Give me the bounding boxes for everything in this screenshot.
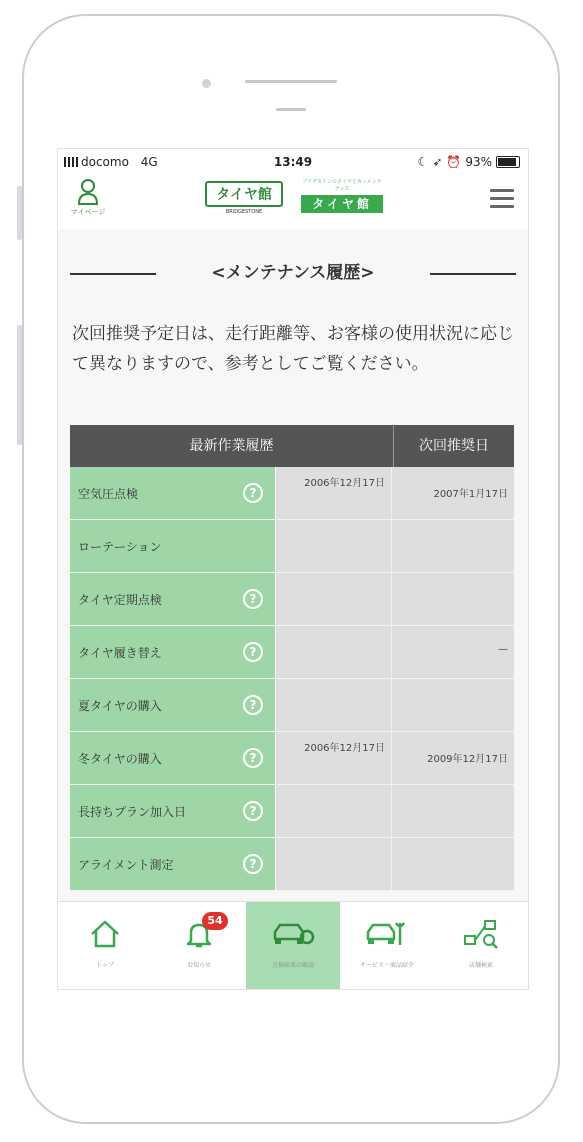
tab-label: サービス・商品紹介: [359, 962, 414, 969]
row-next-date: [392, 679, 514, 731]
row-name: [70, 520, 276, 572]
row-last-date: [276, 679, 392, 731]
row-name-text: 冬タイヤの購入: [78, 751, 162, 766]
tab-inspection-results[interactable]: [246, 902, 340, 990]
row-next-date: [392, 785, 514, 837]
row-name: [70, 679, 276, 731]
app-header: [58, 175, 528, 229]
home-icon: [89, 919, 121, 949]
alarm-icon: ⏰: [446, 155, 462, 169]
tab-label: トップ: [96, 962, 114, 969]
row-last-date: [276, 838, 392, 890]
section-heading: [70, 261, 516, 285]
tab-label: 点検結果の確認: [271, 962, 314, 969]
notification-badge: 54: [202, 912, 228, 930]
tab-news[interactable]: [152, 902, 246, 990]
help-icon[interactable]: ?: [243, 801, 263, 821]
tab-services[interactable]: [340, 902, 434, 990]
brand-logo-sub: BRIDGESTONE: [225, 209, 263, 215]
row-last-date: [276, 573, 392, 625]
help-icon[interactable]: ?: [243, 748, 263, 768]
help-icon[interactable]: ?: [243, 483, 263, 503]
row-next-date: 2009年12月17日: [392, 732, 514, 784]
phone-sensor: [276, 108, 306, 111]
row-next-date: [392, 838, 514, 890]
table-row: [70, 785, 514, 838]
row-name: [70, 838, 276, 890]
moon-icon: ☾: [417, 155, 429, 169]
app-screen: [57, 148, 529, 990]
row-last-date: [276, 785, 392, 837]
row-name-text: タイヤ定期点検: [78, 592, 162, 607]
hamburger-menu-icon[interactable]: [490, 189, 514, 209]
secondary-logo-tagline: ブリヂストンのタイヤとカーメンテナンス: [302, 179, 382, 192]
table-row: [70, 467, 514, 520]
row-last-date: [276, 626, 392, 678]
table-row: [70, 626, 514, 679]
table-row: [70, 838, 514, 891]
row-last-date: [276, 520, 392, 572]
row-name-text: 空気圧点検: [78, 486, 139, 501]
col-history-header: 最新作業履歴: [70, 425, 394, 467]
car-wrench-icon: [365, 919, 409, 949]
mypage-label: マイページ: [70, 208, 106, 216]
network: 4G: [140, 155, 158, 169]
row-name: [70, 785, 276, 837]
store-search-icon: [461, 918, 501, 950]
row-name: [70, 467, 276, 519]
table-body: [70, 467, 514, 891]
clock: 13:49: [273, 155, 313, 169]
status-bar: [58, 149, 528, 175]
help-icon[interactable]: ?: [243, 854, 263, 874]
battery-percent: 93%: [465, 155, 492, 169]
row-name-text: ローテーション: [78, 539, 162, 554]
row-name: [70, 573, 276, 625]
table-header: [70, 425, 514, 467]
col-next-header: 次回推奨日: [419, 438, 489, 454]
heading-rule: [430, 273, 516, 275]
phone-camera: [202, 79, 211, 88]
row-next-date: [392, 520, 514, 572]
user-icon: [78, 179, 98, 205]
row-name: [70, 626, 276, 678]
table-row: [70, 679, 514, 732]
secondary-logo: [301, 179, 383, 215]
phone-volume-button: [17, 325, 22, 445]
location-icon: ➶: [432, 155, 443, 169]
row-name-text: 夏タイヤの購入: [78, 698, 162, 713]
tab-label: お知らせ: [187, 962, 211, 969]
section-title: <メンテナンス履歴>: [211, 263, 375, 283]
mypage-button[interactable]: [68, 179, 108, 217]
table-row: [70, 732, 514, 785]
brand-logo[interactable]: タイヤ館: [205, 181, 283, 207]
battery-icon: [496, 156, 520, 168]
carrier: docomo: [81, 155, 129, 169]
row-next-date: —: [392, 626, 514, 678]
row-name-text: タイヤ履き替え: [78, 645, 162, 660]
tab-store-search[interactable]: [434, 902, 528, 990]
secondary-logo-text: タイヤ館: [301, 195, 383, 213]
row-last-date: 2006年12月17日: [276, 732, 392, 784]
phone-side-button: [17, 186, 22, 240]
phone-speaker: [245, 80, 337, 83]
maintenance-table: [70, 425, 514, 891]
car-check-icon: [271, 919, 315, 949]
row-name: [70, 732, 276, 784]
row-next-date: 2007年1月17日: [392, 467, 514, 519]
intro-text: 次回推奨予定日は、走行距離等、お客様の使用状況に応じて異なりますので、参考としてご覧ください。: [72, 324, 514, 374]
row-last-date: 2006年12月17日: [276, 467, 392, 519]
row-name-text: 長持ちプラン加入日: [78, 804, 187, 819]
help-icon[interactable]: ?: [243, 695, 263, 715]
status-right: [418, 155, 520, 169]
tab-top[interactable]: [58, 902, 152, 990]
help-icon[interactable]: ?: [243, 642, 263, 662]
help-icon[interactable]: ?: [243, 589, 263, 609]
main-content: [58, 229, 528, 901]
tab-label: 店舗検索: [468, 962, 493, 969]
row-next-date: [392, 573, 514, 625]
table-row: [70, 573, 514, 626]
table-row: [70, 520, 514, 573]
row-name-text: アライメント測定: [78, 857, 174, 872]
bottom-tab-bar: [58, 901, 528, 990]
